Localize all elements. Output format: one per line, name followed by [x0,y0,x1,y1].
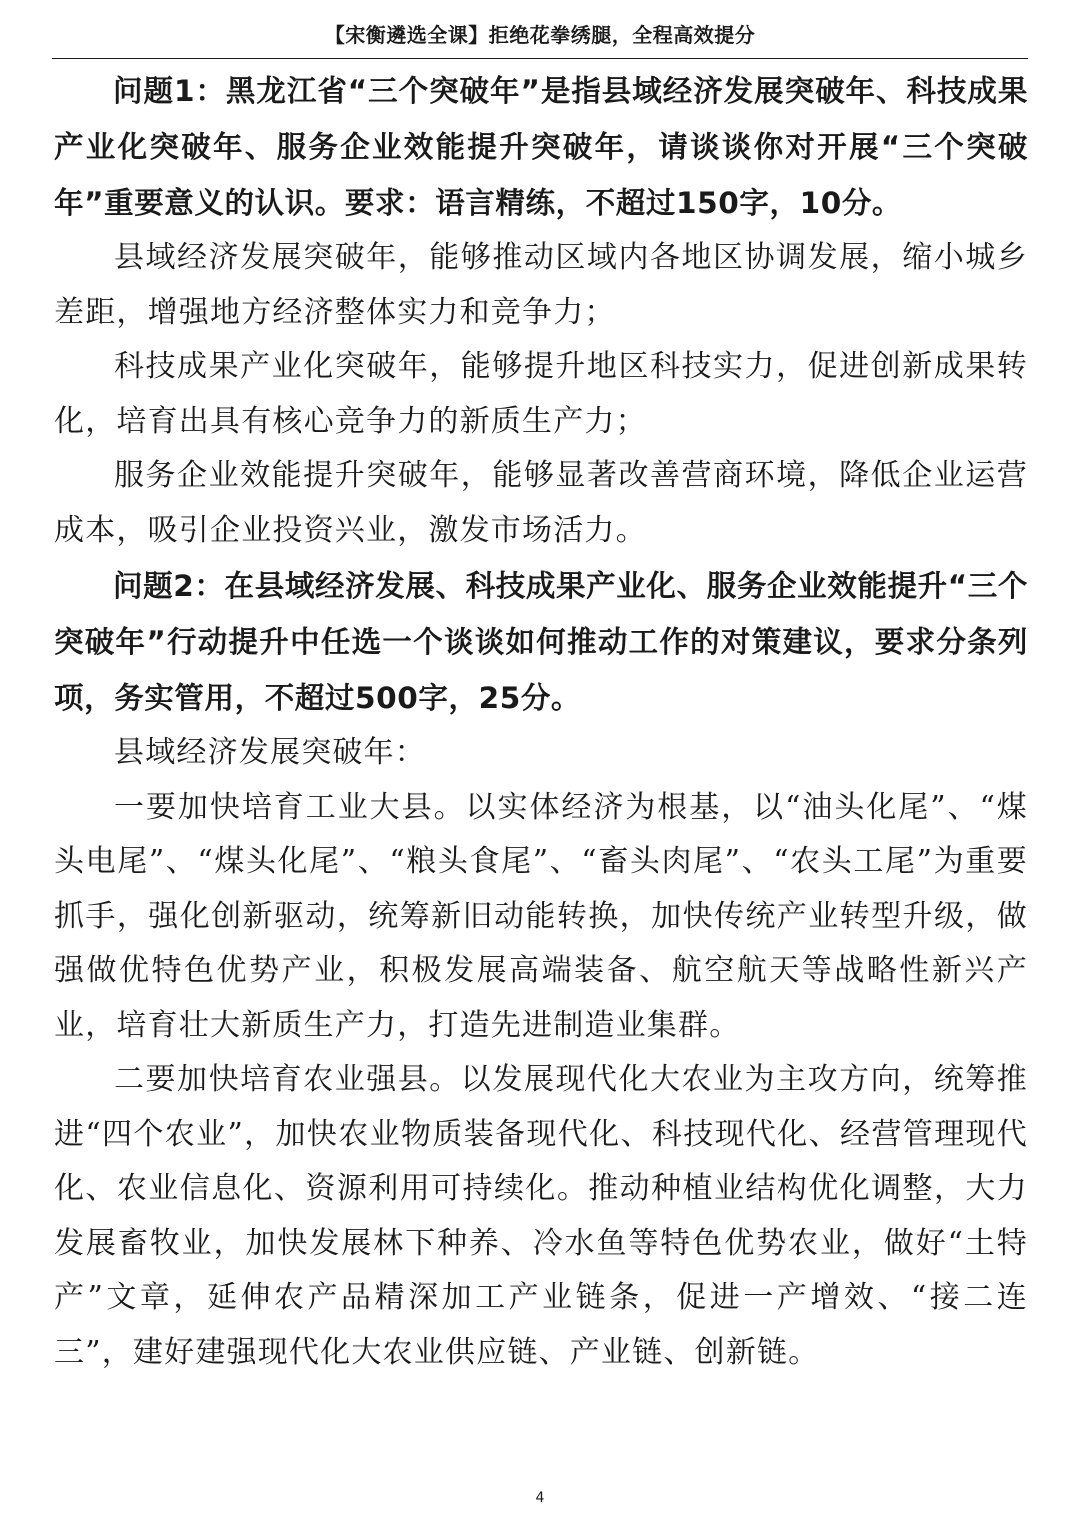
question-2: 问题2：在县域经济发展、科技成果产业化、服务企业效能提升“三个突破年”行动提升中任选一个谈谈如何推动工作的对策建议，要求分条列项，务实管用，不超过500字，25分。 [54,569,1028,715]
answer-1-paragraph: 县域经济发展突破年，能够推动区域内各地区协调发展，缩小城乡差距，增强地方经济整体实力和竞争力； [54,240,1028,330]
question-1: 问题1：黑龙江省“三个突破年”是指县域经济发展突破年、科技成果产业化突破年、服务企业效能提升突破年，请谈谈你对开展“三个突破年”重要意义的认识。要求：语言精练，不超过150字，10分。 [54,74,1028,220]
answer-1-paragraph: 科技成果产业化突破年，能够提升地区科技实力，促进创新成果转化，培育出具有核心竞争力的新质生产力； [54,349,1028,439]
document-body [54,63,1028,1380]
answer-2-paragraph: 一要加快培育工业大县。以实体经济为根基，以“油头化尾”、“煤头电尾”、“煤头化尾”、“粮头食尾”、“畜头肉尾”、“农头工尾”为重要抓手，强化创新驱动，统筹新旧动能转换，加快传统产业转型升级，做强做优特色优势产业，积极发展高端装备、航空航天等战略性新兴产业，培育壮大新质生产力，打造先进制造业集群。 [54,789,1028,1043]
answer-2-heading: 县域经济发展突破年： [114,735,426,770]
page-number: 4 [535,1490,545,1506]
page-header-title: 【宋衡遴选全课】拒绝花拳绣腿，全程高效提分 [324,23,756,47]
answer-1-paragraph: 服务企业效能提升突破年，能够显著改善营商环境，降低企业运营成本，吸引企业投资兴业，激发市场活力。 [54,458,1028,548]
answer-2-paragraph: 二要加快培育农业强县。以发展现代化大农业为主攻方向，统筹推进“四个农业”，加快农业物质装备现代化、科技现代化、经营管理现代化、农业信息化、资源利用可持续化。推动种植业结构优化调整，大力发展畜牧业，加快发展林下种养、冷水鱼等特色优势农业，做好“土特产”文章，延伸农产品精深加工产业链条，促进一产增效、“接二连三”，建好建强现代化大农业供应链、产业链、创新链。 [54,1062,1028,1370]
header-divider [52,58,1028,59]
